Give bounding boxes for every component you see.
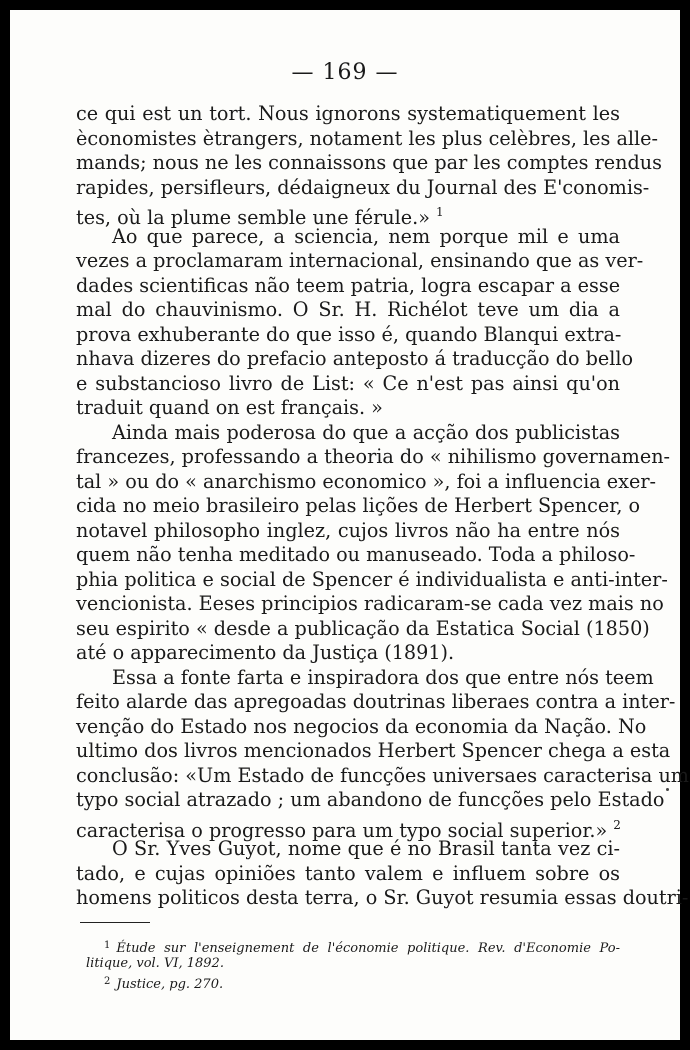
footnote-number: 1 bbox=[104, 940, 111, 951]
footnote-number: 2 bbox=[104, 976, 111, 987]
text-line: cida no meio brasileiro pelas lições de Herbert Spencer, o bbox=[76, 494, 641, 517]
text-line: nhava dizeres do prefacio anteposto á traducção do bello bbox=[76, 347, 634, 370]
text-line: vencionista. Eeses principios radicaram-se cada vez mais no bbox=[76, 592, 664, 615]
footnote-1-cont bbox=[86, 955, 620, 973]
footnote-text: Justice, pg. 270. bbox=[116, 977, 224, 992]
text-line: typo social atrazado ; um abandono de funcções pelo Estado bbox=[76, 788, 665, 811]
text-line: vezes a proclamaram internacional, ensinando que as ver- bbox=[76, 249, 644, 272]
footnote-2 bbox=[86, 973, 620, 991]
footnote-divider bbox=[80, 922, 150, 923]
footnote-text: Étude sur l'enseignement de l'économie politique. Rev. d'Economie Po- bbox=[116, 941, 620, 956]
text-line: tado, e cujas opiniões tanto valem e influem sobre os bbox=[76, 861, 620, 885]
footnote-ref: 1 bbox=[435, 205, 444, 219]
text-line: Ainda mais poderosa do que a acção dos publicistas bbox=[112, 420, 620, 444]
page-number: — 169 — bbox=[291, 60, 399, 85]
text-line: phia politica e social de Spencer é individualista e anti-inter- bbox=[76, 567, 668, 591]
text-line: rapides, persifleurs, dédaigneux du Journal des E'conomis- bbox=[76, 175, 650, 199]
text-line: mal do chauvinismo. O Sr. H. Richélot teve um dia a bbox=[76, 298, 620, 321]
footnote-1 bbox=[86, 937, 620, 955]
text-line: èconomistes ètrangers, notament les plus celèbres, les alle- bbox=[76, 126, 659, 150]
text-line: ultimo dos livros mencionados Herbert Spencer chega a esta bbox=[76, 739, 671, 762]
text-line: venção do Estado nos negocios da economia da Nação. No bbox=[76, 714, 647, 738]
body-text bbox=[76, 102, 689, 911]
text-line: francezes, professando a theoria do « nihilismo governamen- bbox=[76, 445, 671, 468]
book-page bbox=[10, 10, 689, 1040]
text-line: caracterisa o progresso para um typo social superior.» bbox=[76, 818, 608, 842]
text-line: conclusão: «Um Estado de funcções universaes caracterisa um bbox=[76, 763, 689, 787]
text-line: seu espirito « desde a publicação da Estatica Social (1850) bbox=[76, 616, 650, 640]
text-line: ce qui est un tort. Nous ignorons systematiquement les bbox=[76, 102, 620, 125]
text-line: notavel philosopho inglez, cujos livros não ha entre nós bbox=[76, 518, 620, 542]
text-line: e substancioso livro de List: « Ce n'est pas ainsi qu'on bbox=[76, 371, 620, 395]
text-line: O Sr. Yves Guyot, nome que é no Brasil tanta vez ci- bbox=[112, 837, 620, 860]
paper-speck bbox=[666, 788, 669, 791]
text-line: homens politicos desta terra, o Sr. Guyot resumia essas doutri- bbox=[76, 886, 689, 909]
text-line: dades scientificas não teem patria, logra escapar a esse bbox=[76, 273, 621, 297]
text-line: quem não tenha meditado ou manuseado. Toda a philoso- bbox=[76, 543, 636, 566]
text-line: até o apparecimento da Justiça (1891). bbox=[76, 641, 455, 664]
text-line: mands; nous ne les connaissons que par les comptes rendus bbox=[76, 151, 662, 174]
footnote-text: litique, vol. VI, 1892. bbox=[86, 956, 224, 971]
text-line: prova exhuberante do que isso é, quando Blanqui extra- bbox=[76, 322, 622, 346]
text-line: tes, où la plume semble une férule.» bbox=[76, 206, 430, 229]
text-line: tal » ou do « anarchismo economico », foi a influencia exer- bbox=[76, 469, 656, 493]
footnote-ref: 2 bbox=[613, 817, 621, 832]
text-line-with-ref bbox=[76, 813, 621, 842]
text-line: Ao que parece, a sciencia, nem porque mil e uma bbox=[112, 224, 620, 248]
footnotes bbox=[86, 937, 620, 991]
text-line-with-ref bbox=[76, 200, 620, 229]
text-line: feito alarde das apregoadas doutrinas liberaes contra a inter- bbox=[76, 690, 676, 713]
text-line: traduit quand on est français. » bbox=[76, 396, 383, 419]
text-line: Essa a fonte farta e inspiradora dos que entre nós teem bbox=[112, 665, 654, 689]
